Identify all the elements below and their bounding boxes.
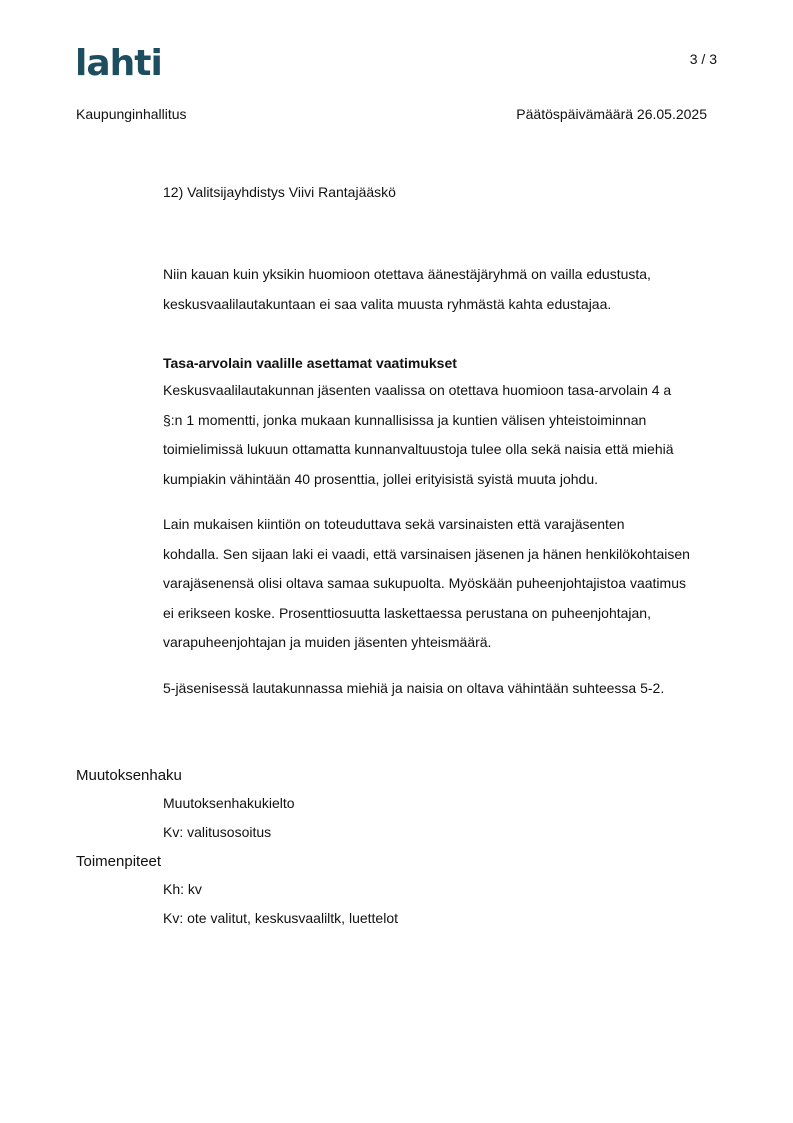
action-line: Kh: kv [163,881,202,897]
text-line: kohdalla. Sen sijaan laki ei vaadi, että varsinaisen jäsenen ja hänen henkilökohtaisen [163,545,690,562]
page-number: 3 / 3 [689,51,717,67]
candidate-list-item: 12) Valitsijayhdistys Viivi Rantajääskö [163,184,396,200]
text-line: kumpiakin vähintään 40 prosenttia, jollei erityisistä syistä muuta johdu. [163,470,599,487]
paragraph-ratio: 5-jäsenisessä lautakunnassa miehiä ja naisia on oltava vähintään suhteessa 5-2. [163,680,665,696]
text-line: Lain mukaisen kiintiön on toteuduttava sekä varsinaisten että varajäsenten [163,516,625,532]
text-line: §:n 1 momentti, jonka mukaan kunnallisissa ja kuntien välisen yhteistoiminnan [163,411,647,428]
actions-section-title: Toimenpiteet [76,853,162,870]
appeal-line: Muutoksenhakukielto [163,795,295,811]
action-line: Kv: ote valitut, keskusvaaliltk, luettelot [163,910,398,926]
paragraph-quota [163,510,723,658]
text-line: ei erikseen koske. Prosenttiosuutta laskettaessa perustana on puheenjohtajan, [163,604,651,621]
text-line: varajäsenensä olisi oltava samaa sukupuolta. Myöskään puheenjohtajistoa vaatimus [163,575,686,591]
department-name: Kaupunginhallitus [76,106,187,122]
text-line: varapuheenjohtajan ja muiden jäsenten yhteismäärä. [163,634,492,650]
decision-date: Päätöspäivämäärä 26.05.2025 [516,106,707,122]
section-heading: Tasa-arvolain vaalille asettamat vaatimukset [163,355,457,371]
text-line: keskusvaalilautakuntaan ei saa valita muusta ryhmästä kahta edustajaa. [163,295,612,312]
lahti-logo: lahti [75,43,162,84]
paragraph-representation [163,260,723,319]
text-line: toimielimissä lukuun ottamatta kunnanvaltuustoja tulee olla sekä naisia että miehiä [163,441,674,457]
appeal-line: Kv: valitusosoitus [163,824,272,840]
appeal-section-title: Muutoksenhaku [76,767,182,784]
text-line: Niin kauan kuin yksikin huomioon otettava äänestäjäryhmä on vailla edustusta, [163,266,651,282]
paragraph-equality-law [163,376,723,494]
text-line: Keskusvaalilautakunnan jäsenten vaalissa on otettava huomioon tasa-arvolain 4 a [163,382,672,398]
